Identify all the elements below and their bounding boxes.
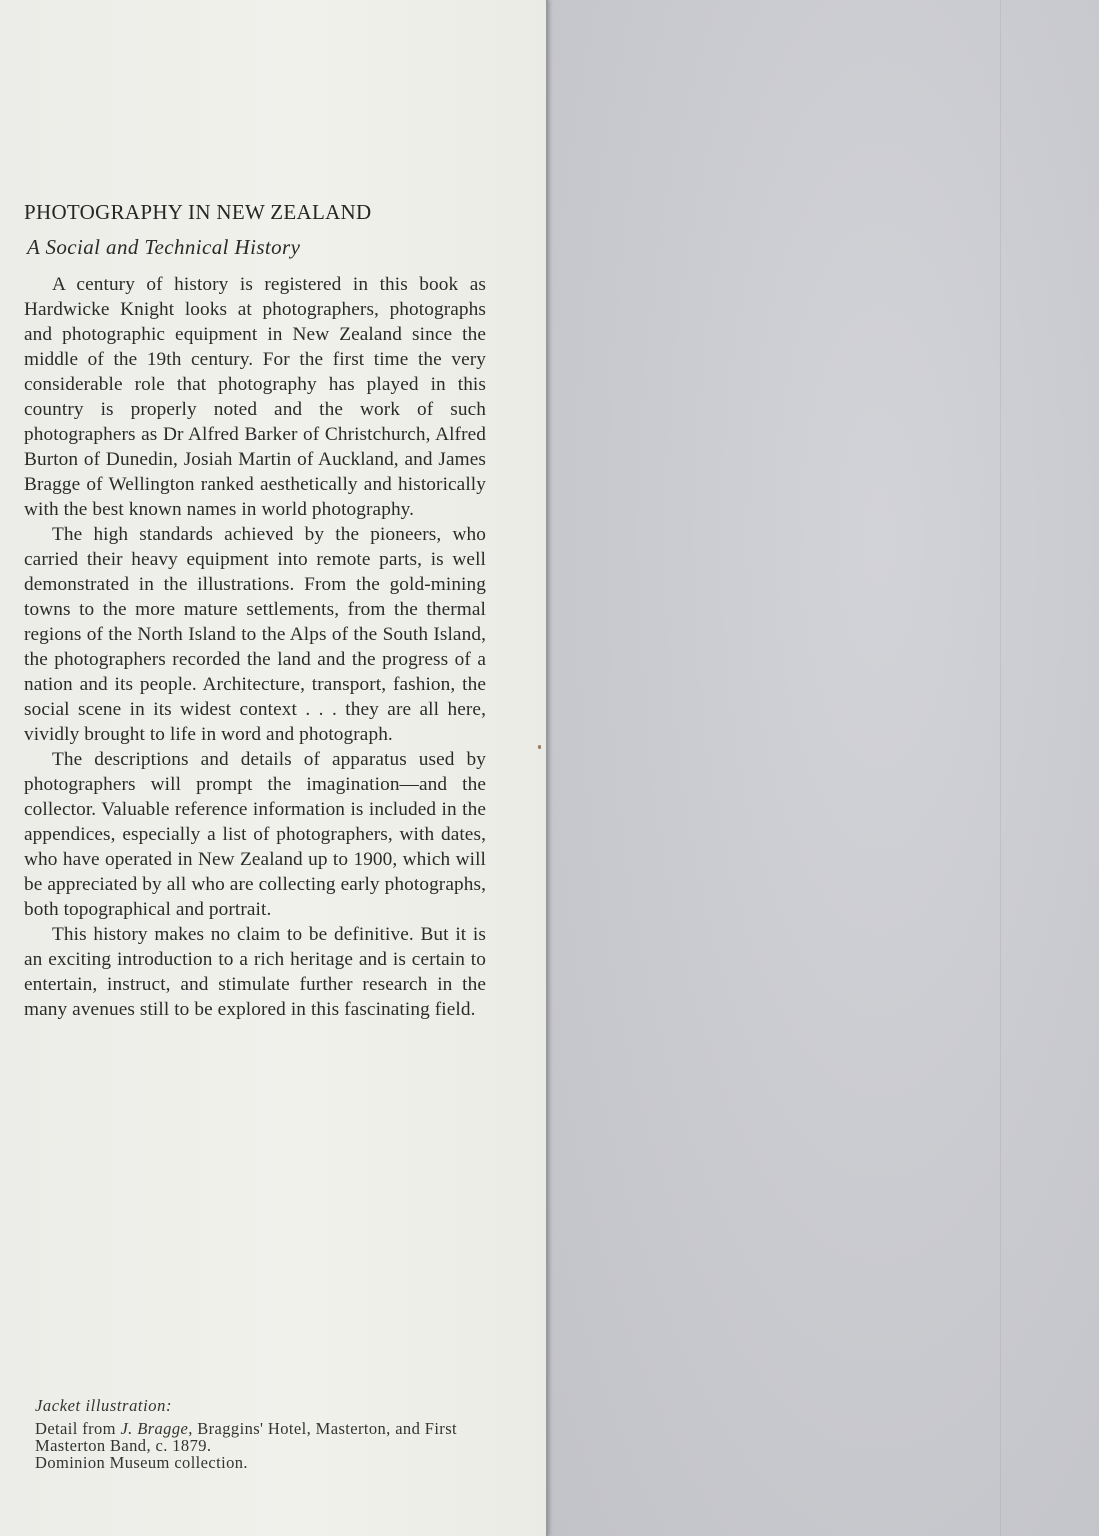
jacket-credit-description: Braggins' Hotel, Masterton, and First Masterton Band, c. 1879. (35, 1419, 458, 1455)
jacket-credit-photographer: J. Bragge, (120, 1419, 193, 1438)
flap-text-block (24, 200, 486, 1022)
blurb-paragraph-2: The high standards achieved by the pioneers, who carried their heavy equipment into remote parts, is well demonstrated in the illustrations. From the gold-mining towns to the more mature settlements, from the thermal regions of the North Island to the Alps of the South Island, the photographers recorded the land and the progress of a nation and its people. Architecture, transport, fashion, the social scene in its widest context . . . they are all here, vividly brought to life in word and photograph. (24, 524, 486, 745)
book-subtitle: A Social and Technical History (27, 235, 301, 259)
jacket-credit-label: Jacket illustration: (35, 1396, 173, 1415)
jacket-credit-text (35, 1420, 485, 1471)
jacket-credit-collection: Dominion Museum collection. (35, 1453, 248, 1472)
paper-speck (538, 745, 541, 749)
jacket-illustration-credit (35, 1396, 495, 1471)
jacket-credit-prefix: Detail from (35, 1419, 121, 1438)
blurb-paragraph-1: A century of history is registered in this book as Hardwicke Knight looks at photographers, photographs and photographic equipment in New Zealand since the middle of the 19th century. For the first time the very considerable role that photography has played in this country is properly noted and the work of such photographers as Dr Alfred Barker of Christchurch, Alfred Burton of Dunedin, Josiah Martin of Auckland, and James Bragge of Wellington ranked aesthetically and historically with the best known names in world photography. (24, 274, 486, 520)
paper-fold-line (1000, 0, 1001, 1536)
blurb-paragraph-4: This history makes no claim to be definitive. But it is an exciting introduction to a rich heritage and is certain to entertain, instruct, and stimulate further research in the many avenues still to be explored in this fascinating field. (24, 924, 486, 1020)
book-title: PHOTOGRAPHY IN NEW ZEALAND (24, 200, 372, 224)
blurb-paragraph-3: The descriptions and details of apparatus used by photographers will prompt the imagination—and the collector. Valuable reference information is included in the appendices, especially a list of photographers, with dates, who have operated in New Zealand up to 1900, which will be appreciated by all who are collecting early photographs, both topographical and portrait. (24, 749, 486, 920)
flap-edge-shadow (546, 0, 548, 1536)
jacket-flap (0, 0, 548, 1536)
blank-endpaper (548, 0, 1099, 1536)
